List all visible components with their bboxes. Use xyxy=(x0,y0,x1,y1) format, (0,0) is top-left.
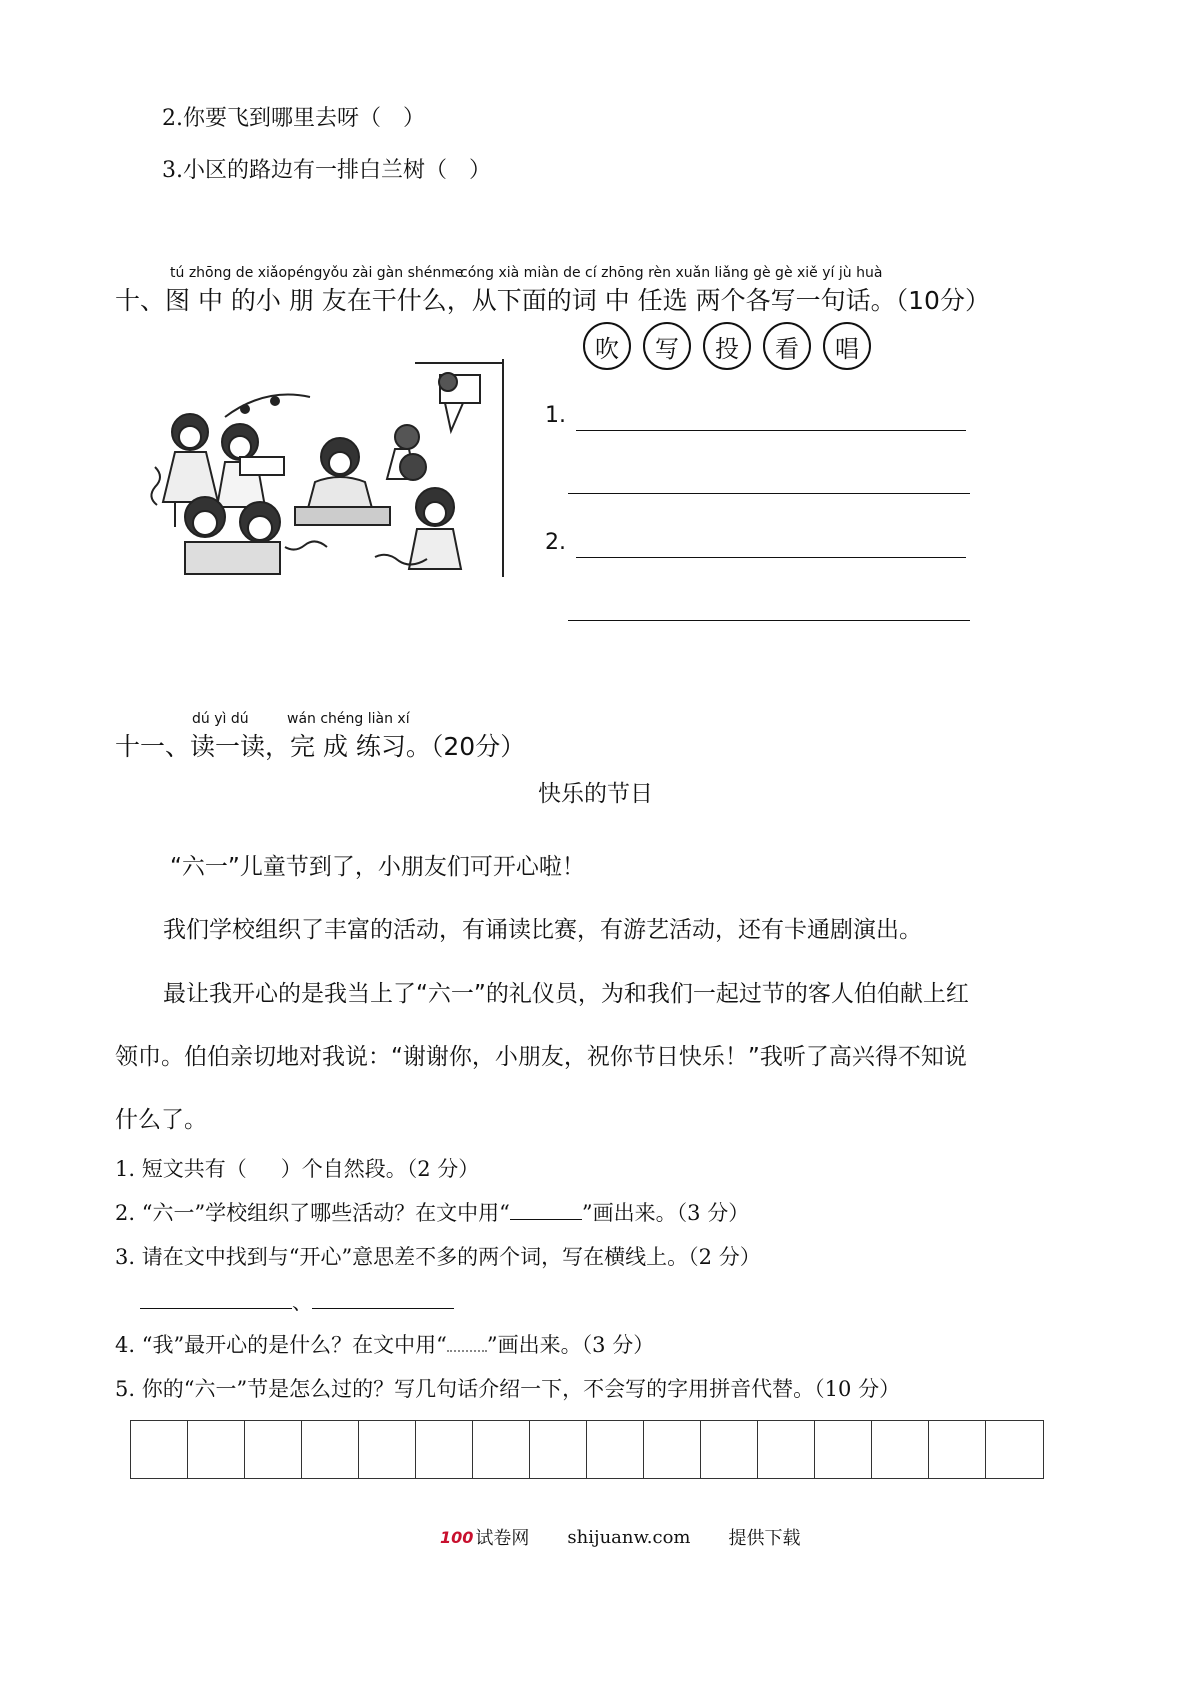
grid-cell[interactable] xyxy=(473,1421,530,1478)
word-circle: 投 xyxy=(703,322,751,370)
answer-line[interactable] xyxy=(568,493,970,494)
download-note: 提供下载 xyxy=(728,1528,801,1549)
exercise-2 xyxy=(115,1197,749,1227)
grid-cell[interactable] xyxy=(302,1421,359,1478)
word-circle: 写 xyxy=(643,322,691,370)
exercise-5: 5. 你的“六一”节是怎么过的？写几句话介绍一下，不会写的字用拼音代替。（10 分） xyxy=(115,1377,901,1401)
word-circle: 看 xyxy=(763,322,811,370)
children-activities-illustration xyxy=(145,357,507,579)
passage-paragraph: 领巾。伯伯亲切地对我说：“谢谢你，小朋友，祝你节日快乐！”我听了高兴得不知说 xyxy=(115,1044,967,1070)
site-name: 试卷网 xyxy=(475,1528,530,1549)
exercise-4-text-a: 4. “我”最开心的是什么？在文中用“ xyxy=(115,1333,447,1357)
exercise-1-text-a: 1. 短文共有（ xyxy=(115,1157,247,1181)
section11-pinyin-1: dú yì dú xyxy=(192,711,249,727)
answer-line[interactable] xyxy=(568,620,970,621)
grid-cell[interactable] xyxy=(587,1421,644,1478)
question-3: 3.小区的路边有一排白兰树（ ） xyxy=(162,158,491,183)
section10-heading: 十、图 中 的小 朋 友在干什么，从下面的词 中 任选 两个各写一句话。（10分） xyxy=(115,286,990,315)
word-circle: 吹 xyxy=(583,322,631,370)
passage-paragraph: 我们学校组织了丰富的活动，有诵读比赛，有游艺活动，还有卡通剧演出。 xyxy=(163,917,922,943)
exercise-1 xyxy=(115,1153,479,1183)
passage-paragraph: 什么了。 xyxy=(115,1107,207,1133)
answer-separator: 、 xyxy=(292,1290,312,1314)
writing-grid xyxy=(130,1420,1044,1479)
passage-title: 快乐的节日 xyxy=(538,781,653,807)
question-2: 2.你要飞到哪里去呀（ ） xyxy=(162,106,425,131)
grid-cell[interactable] xyxy=(359,1421,416,1478)
grid-cell[interactable] xyxy=(245,1421,302,1478)
exercise-4 xyxy=(115,1329,654,1359)
word-circle: 唱 xyxy=(823,322,871,370)
grid-cell[interactable] xyxy=(701,1421,758,1478)
wavy-line-sample xyxy=(447,1332,487,1352)
footer xyxy=(440,1524,800,1550)
grid-cell[interactable] xyxy=(131,1421,188,1478)
exercise-2-text-a: 2. “六一”学校组织了哪些活动？在文中用“ xyxy=(115,1201,510,1225)
exercise-3: 3. 请在文中找到与“开心”意思差不多的两个词，写在横线上。（2 分） xyxy=(115,1245,761,1269)
exercise-3-answer xyxy=(140,1286,454,1315)
passage-paragraph: “六一”儿童节到了，小朋友们可开心啦！ xyxy=(170,854,585,880)
answer-label-1: 1. xyxy=(545,403,566,428)
exercise-2-text-b: ”画出来。（3 分） xyxy=(581,1201,750,1225)
word-choices xyxy=(583,322,871,370)
section10-pinyin-left: tú zhōng de xiǎopéngyǒu zài gàn shénme xyxy=(170,265,464,281)
answer-label-2: 2. xyxy=(545,530,566,555)
grid-cell[interactable] xyxy=(872,1421,929,1478)
grid-cell[interactable] xyxy=(758,1421,815,1478)
section11-pinyin-2: wán chéng liàn xí xyxy=(287,711,410,727)
answer-blank[interactable] xyxy=(312,1286,454,1309)
answer-line[interactable] xyxy=(576,557,966,558)
grid-cell[interactable] xyxy=(929,1421,986,1478)
site-url[interactable]: shijuanw.com xyxy=(567,1526,691,1548)
exercise-4-text-b: ”画出来。（3 分） xyxy=(486,1333,655,1357)
section10-pinyin-right: cóng xià miàn de cí zhōng rèn xuǎn liǎng gè gè xiě yí jù huà xyxy=(460,265,883,281)
site-logo: 100 xyxy=(440,1527,474,1547)
grid-cell[interactable] xyxy=(644,1421,701,1478)
underline-sample xyxy=(510,1219,582,1220)
exercise-1-text-b: ）个自然段。（2 分） xyxy=(280,1157,480,1181)
passage-paragraph: 最让我开心的是我当上了“六一”的礼仪员，为和我们一起过节的客人伯伯献上红 xyxy=(163,981,969,1007)
answer-line[interactable] xyxy=(576,430,966,431)
grid-cell[interactable] xyxy=(416,1421,473,1478)
answer-blank[interactable] xyxy=(140,1286,292,1309)
section11-heading: 十一、读一读，完 成 练习。（20分） xyxy=(115,732,526,761)
grid-cell[interactable] xyxy=(815,1421,872,1478)
grid-cell[interactable] xyxy=(530,1421,587,1478)
grid-cell[interactable] xyxy=(188,1421,245,1478)
grid-cell[interactable] xyxy=(986,1421,1043,1478)
